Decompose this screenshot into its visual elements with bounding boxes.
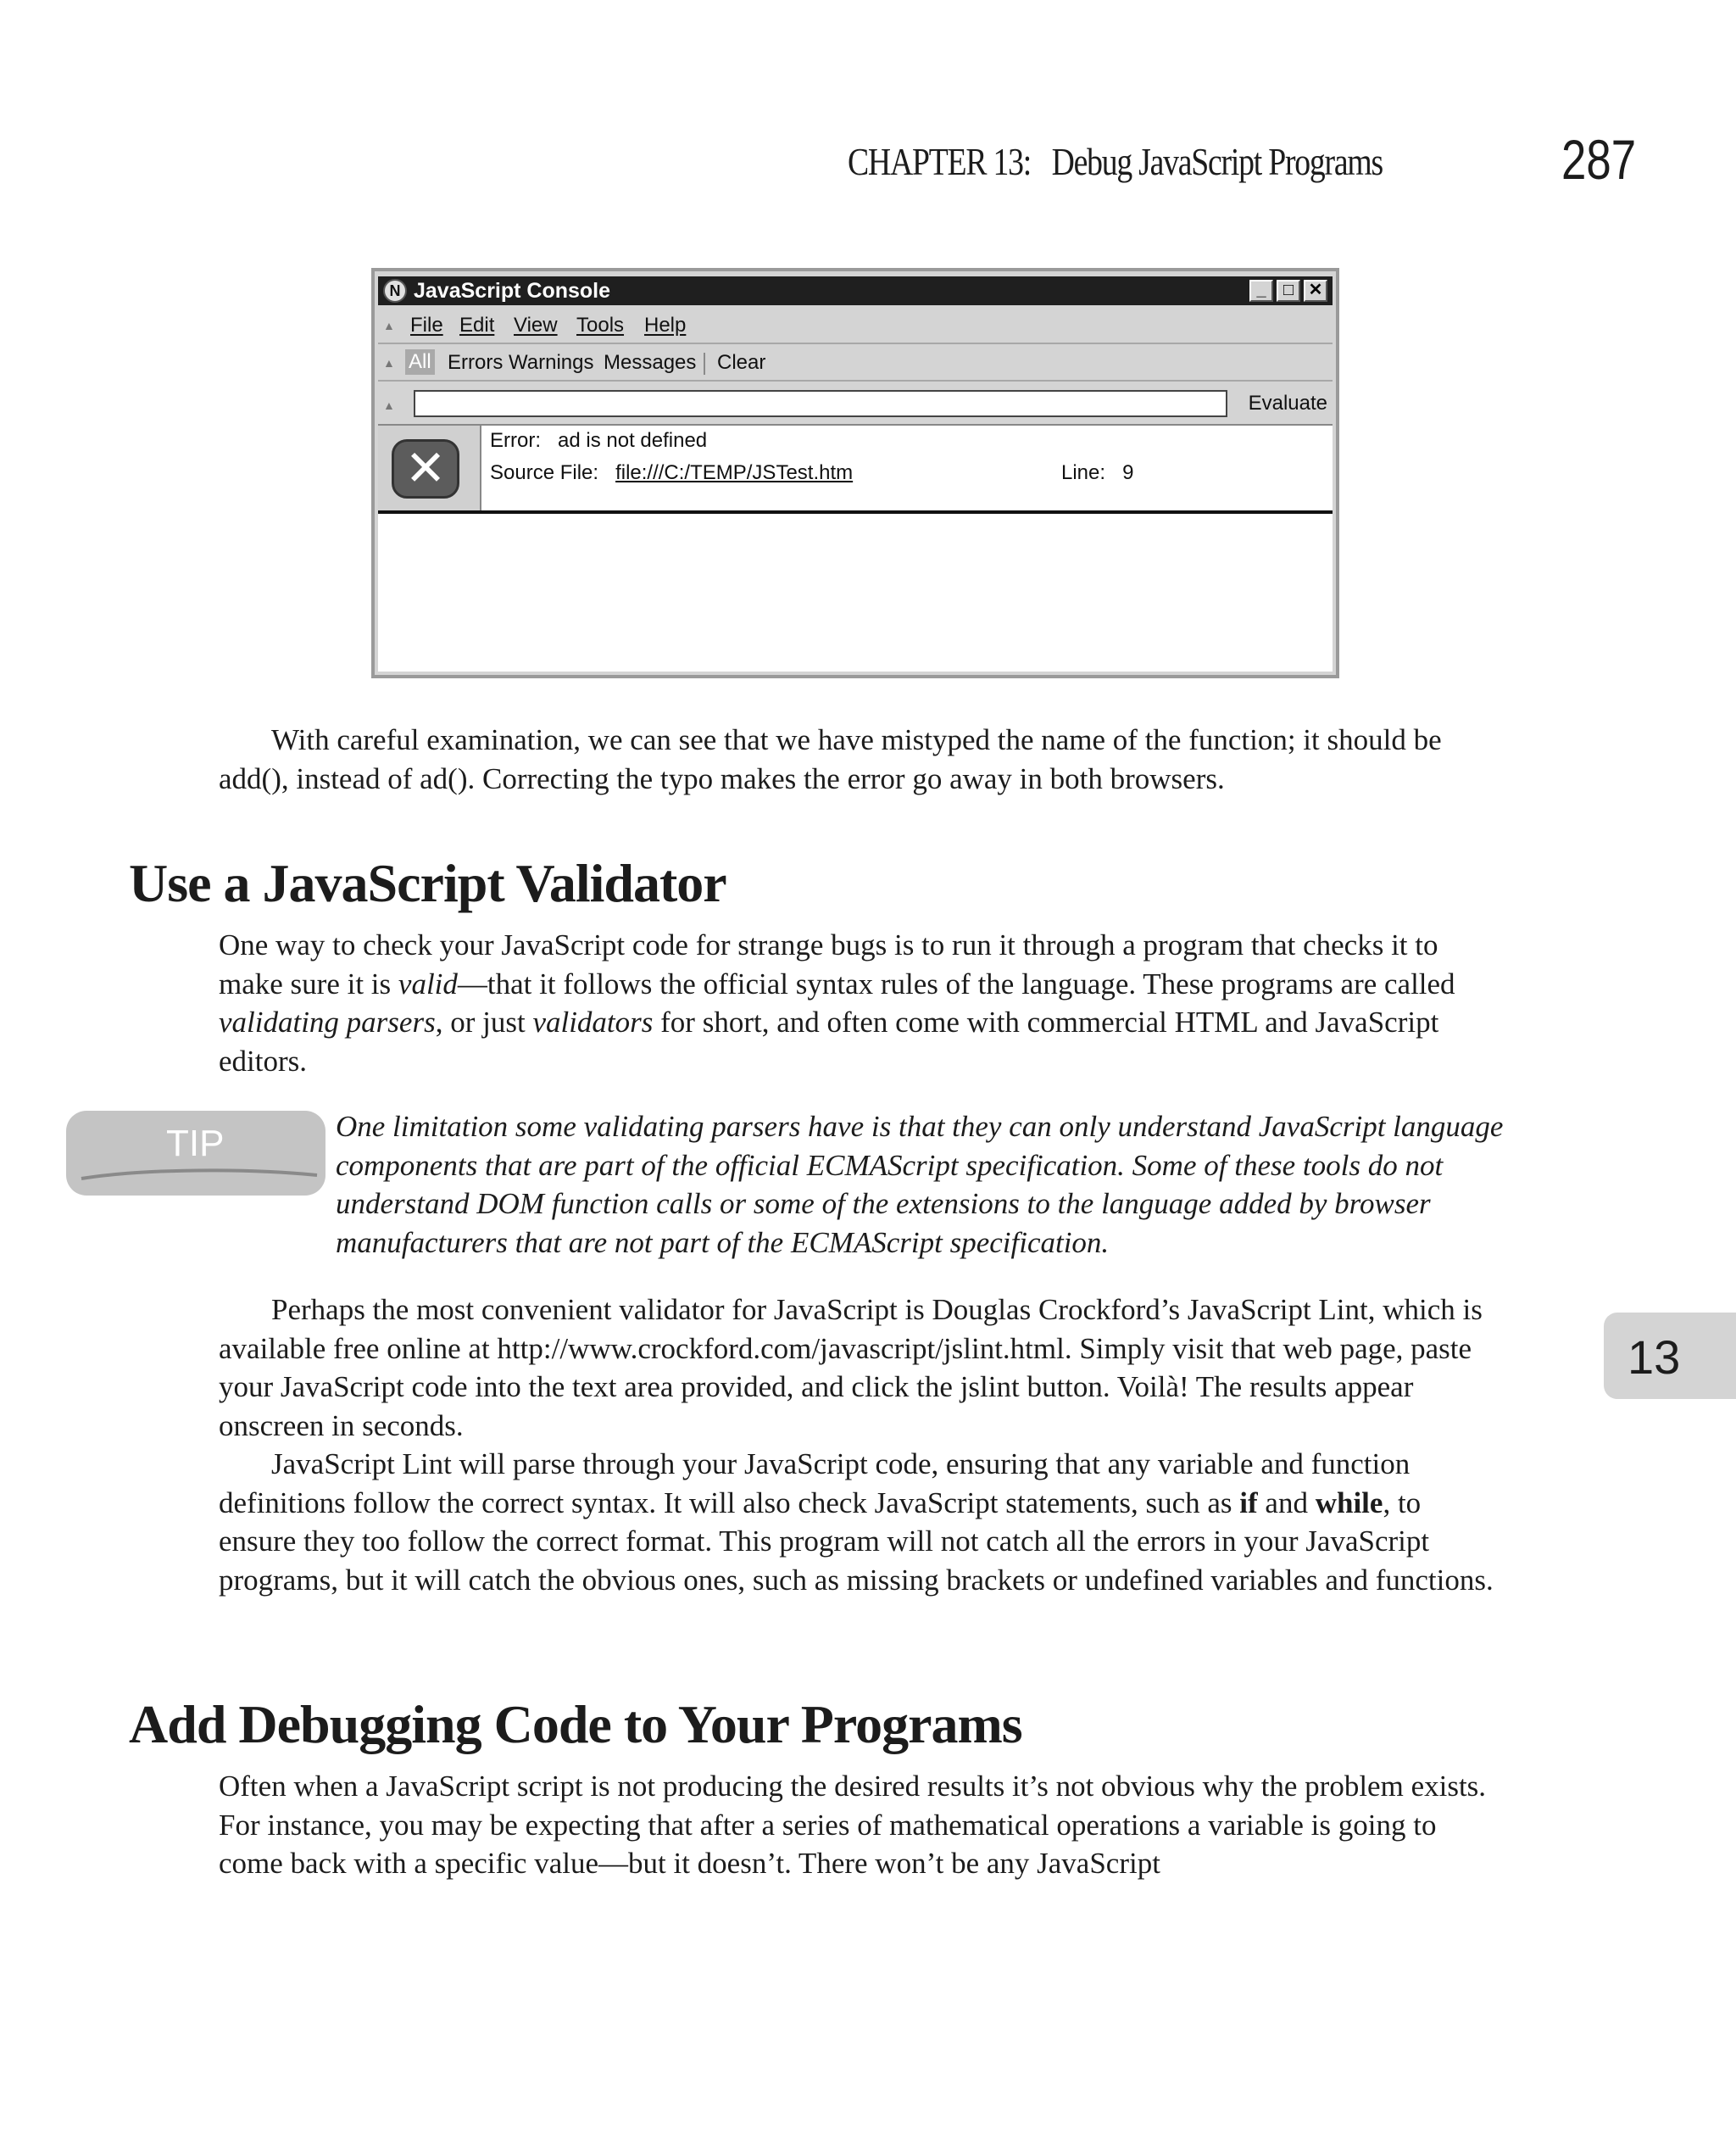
chapter-thumb-number: 13 <box>1628 1330 1681 1384</box>
menu-file[interactable]: File <box>410 314 443 337</box>
paragraph-text: With careful examination, we can see that we have mistyped the name of the function; it should be add(), instead of ad(). Correcting the typo makes the error go away in both browsers. <box>219 723 1442 795</box>
error-x-icon: ✕ <box>392 439 459 499</box>
section-heading-validator: Use a JavaScript Validator <box>129 853 726 913</box>
close-icon[interactable]: ✕ <box>1304 280 1327 302</box>
toolbar-grip-icon[interactable]: ▲ <box>383 399 395 412</box>
body-paragraph-jslint <box>219 1290 1499 1599</box>
paragraph-text: JavaScript Lint will parse through your JavaScript code, ensuring that any variable and function definitions follow the correct syntax. It will also check JavaScript statements, such as if and while, to ensure they too follow the correct format. This program will not catch all the errors in your JavaScript programs, but it will catch the obvious ones, such as missing brackets or undefined variables and functions. <box>219 1447 1494 1597</box>
tip-label: TIP <box>166 1123 225 1164</box>
clear-button[interactable]: Clear <box>717 351 766 374</box>
menu-edit[interactable]: Edit <box>459 314 495 337</box>
error-entry[interactable] <box>378 426 1333 514</box>
toolbar-grip-icon[interactable]: ▲ <box>383 319 395 332</box>
error-icon-cell <box>378 426 481 510</box>
section-heading-debugging: Add Debugging Code to Your Programs <box>129 1694 1022 1754</box>
error-label: Error: <box>490 429 541 452</box>
menu-help[interactable]: Help <box>644 314 687 337</box>
page-number: 287 <box>1561 128 1637 191</box>
evaluate-button[interactable]: Evaluate <box>1248 392 1327 415</box>
evaluate-input[interactable] <box>414 390 1227 417</box>
toolbar-grip-icon[interactable]: ▲ <box>383 356 395 370</box>
source-file-label: Source File: <box>490 461 599 484</box>
source-file-link[interactable]: file:///C:/TEMP/JSTest.htm <box>615 461 854 484</box>
console-filterbar <box>378 346 1333 382</box>
paragraph-text: One way to check your JavaScript code for strange bugs is to run it through a program that checks it to make sure it is valid—that it follows the official syntax rules of the language. These programs are called validating parsers, or just validators for short, and often come with commercial HTML and JavaScript editors. <box>219 928 1455 1078</box>
paragraph-text: Often when a JavaScript script is not producing the desired results it’s not obvious why the problem exists. For instance, you may be expecting that after a series of mathematical operations a variable is going to come back with a specific value—but it doesn’t. There won’t be any JavaScript <box>219 1770 1487 1880</box>
error-message: ad is not defined <box>558 429 708 452</box>
chapter-heading: CHAPTER 13: Debug JavaScript Programs <box>848 140 1383 183</box>
console-output <box>378 424 1333 672</box>
console-title: JavaScript Console <box>414 279 611 303</box>
running-header <box>0 127 1736 195</box>
menu-view[interactable]: View <box>514 314 558 337</box>
body-paragraph-validator <box>219 926 1499 1080</box>
console-titlebar <box>378 276 1333 305</box>
body-paragraph-debugging <box>219 1767 1499 1883</box>
tip-tab <box>66 1111 326 1196</box>
console-evaluate-bar <box>378 383 1333 422</box>
tip-text: One limitation some validating parsers have is that they can only understand JavaScript language components that are part of the official ECMAScript specification. Some of these tools do not understand DOM function calls or some of the extensions to the language added by browser manufacturers that are not part of the ECMAScript specification. <box>336 1110 1504 1259</box>
line-label: Line: <box>1061 461 1106 484</box>
error-message-line <box>490 429 707 453</box>
filter-messages-button[interactable]: Messages <box>604 351 697 374</box>
toolbar-separator <box>704 353 705 375</box>
netscape-logo-icon: N <box>383 279 407 303</box>
filter-errors-button[interactable]: Errors <box>448 351 504 374</box>
maximize-icon[interactable]: □ <box>1277 280 1300 302</box>
line-number-line <box>1061 461 1133 485</box>
filter-all-button[interactable]: All <box>405 349 435 375</box>
filter-warnings-button[interactable]: Warnings <box>509 351 594 374</box>
line-value: 9 <box>1122 461 1134 484</box>
javascript-console-window <box>371 268 1339 678</box>
paragraph-text: Perhaps the most convenient validator for JavaScript is Douglas Crockford’s JavaScript Lint, which is available free online at http://www.crockford.com/javascript/jslint.html. Simply visit that web page, paste your JavaScript code into the text area provided, and click the jslint button. Voilà! The results appear onscreen in seconds. <box>219 1293 1483 1442</box>
source-file-line <box>490 461 853 485</box>
menu-tools[interactable]: Tools <box>576 314 625 337</box>
minimize-icon[interactable]: _ <box>1249 280 1273 302</box>
body-paragraph-intro <box>219 721 1499 798</box>
console-menubar <box>378 309 1333 344</box>
tip-swoosh-icon <box>78 1165 320 1182</box>
chapter-thumb-tab <box>1604 1313 1736 1399</box>
